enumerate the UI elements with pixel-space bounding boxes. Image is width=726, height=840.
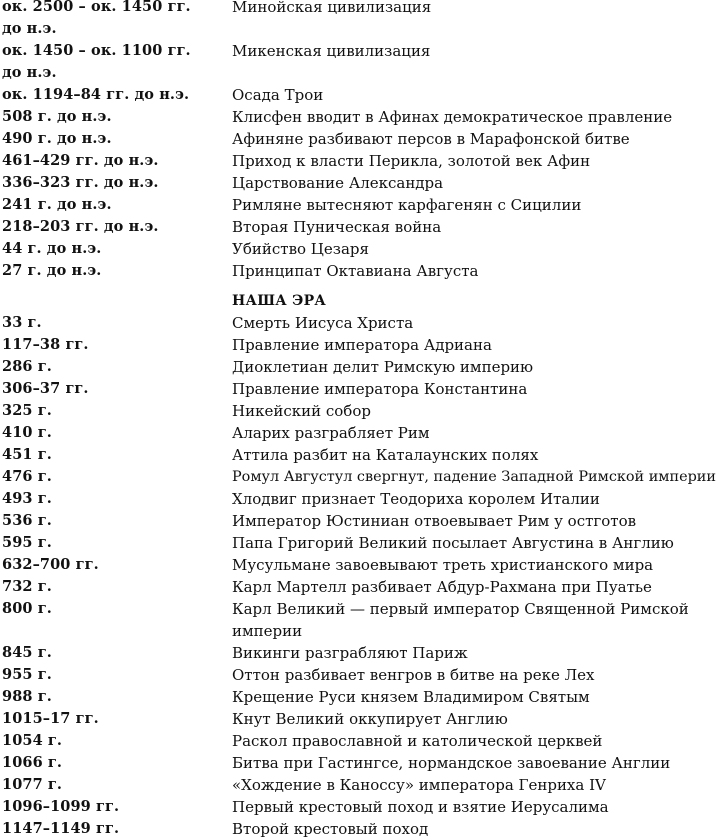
row-date: 410 г. (2, 424, 52, 441)
timeline-row (0, 510, 726, 532)
timeline-row (0, 708, 726, 730)
timeline-row (0, 40, 726, 84)
row-date: 988 г. (2, 688, 52, 705)
row-event: Хлодвиг признает Теодориха королем Италии (232, 490, 600, 508)
timeline-row (0, 554, 726, 576)
timeline-row (0, 774, 726, 796)
row-event: Крещение Руси князем Владимиром Святым (232, 688, 590, 706)
row-event: Афиняне разбивают персов в Марафонской битве (232, 130, 630, 148)
era-header (0, 289, 726, 312)
row-event: Убийство Цезаря (232, 240, 369, 258)
timeline-row (0, 356, 726, 378)
row-date: 1096–1099 гг. (2, 798, 120, 815)
row-date: 1077 г. (2, 776, 63, 793)
row-date: 241 г. до н.э. (2, 196, 112, 213)
timeline-row (0, 172, 726, 194)
row-event: Битва при Гастингсе, нормандское завоевание Англии (232, 754, 671, 772)
row-date: 218–203 гг. до н.э. (2, 218, 159, 235)
row-date: 476 г. (2, 468, 52, 485)
row-event: Римляне вытесняют карфагенян с Сицилии (232, 196, 582, 214)
row-event: Мусульмане завоевывают треть христианского мира (232, 556, 654, 574)
row-date: 845 г. (2, 644, 52, 661)
row-event: Принципат Октавиана Августа (232, 262, 479, 280)
timeline-row (0, 818, 726, 840)
timeline-row (0, 466, 726, 488)
row-date: 632–700 гг. (2, 556, 99, 573)
timeline-row (0, 216, 726, 238)
row-event: Карл Мартелл разбивает Абдур-Рахмана при Пуатье (232, 578, 652, 596)
timeline-row (0, 378, 726, 400)
row-date: 1066 г. (2, 754, 63, 771)
row-event: Смерть Иисуса Христа (232, 314, 414, 332)
row-event: Осада Трои (232, 86, 324, 104)
row-date: 306–37 гг. (2, 380, 89, 397)
row-event: Оттон разбивает венгров в битве на реке Лех (232, 666, 595, 684)
timeline-row (0, 194, 726, 216)
timeline-row (0, 312, 726, 334)
row-event: Карл Великий — первый император Священной Римской империи (232, 600, 689, 640)
timeline-row (0, 106, 726, 128)
row-event: Кнут Великий оккупирует Англию (232, 710, 508, 728)
row-date: 1147–1149 гг. (2, 820, 120, 837)
row-event: Никейский собор (232, 402, 371, 420)
row-event: «Хождение в Каноссу» императора Генриха IV (232, 776, 606, 794)
row-date: ок. 1450 – ок. 1100 гг. до н.э. (2, 42, 191, 81)
row-event: Приход к власти Перикла, золотой век Афин (232, 152, 591, 170)
row-event: Аларих разграбляет Рим (232, 424, 430, 442)
row-event: Второй крестовый поход (232, 820, 429, 838)
timeline-row (0, 0, 726, 40)
timeline-row (0, 642, 726, 664)
timeline-row (0, 84, 726, 106)
row-date: 490 г. до н.э. (2, 130, 112, 147)
row-event: Правление императора Адриана (232, 336, 492, 354)
row-date: 336–323 гг. до н.э. (2, 174, 159, 191)
timeline-row (0, 444, 726, 466)
row-date: 493 г. (2, 490, 52, 507)
row-date: 286 г. (2, 358, 52, 375)
timeline-row (0, 422, 726, 444)
row-date: 595 г. (2, 534, 52, 551)
timeline-row (0, 730, 726, 752)
row-date: 536 г. (2, 512, 52, 529)
timeline-row (0, 532, 726, 554)
timeline-row (0, 238, 726, 260)
timeline-row (0, 686, 726, 708)
row-date: 27 г. до н.э. (2, 262, 102, 279)
timeline-row (0, 150, 726, 172)
row-event: Минойская цивилизация (232, 0, 432, 16)
row-event: Правление императора Константина (232, 380, 528, 398)
row-date: 508 г. до н.э. (2, 108, 112, 125)
row-date: 33 г. (2, 314, 42, 331)
row-date: ок. 2500 – ок. 1450 гг. до н.э. (2, 0, 191, 37)
row-date: ок. 1194–84 гг. до н.э. (2, 86, 190, 103)
row-event: Клисфен вводит в Афинах демократическое правление (232, 108, 673, 126)
era-title: НАША ЭРА (232, 293, 327, 309)
timeline-row (0, 488, 726, 510)
row-event: Царствование Александра (232, 174, 444, 192)
timeline-row (0, 128, 726, 150)
timeline-row (0, 260, 726, 282)
timeline-row (0, 752, 726, 774)
row-event: Микенская цивилизация (232, 42, 431, 60)
row-event: Викинги разграбляют Париж (232, 644, 468, 662)
row-date: 800 г. (2, 600, 52, 617)
row-event: Аттила разбит на Каталаунских полях (232, 446, 539, 464)
timeline-row (0, 400, 726, 422)
row-date: 955 г. (2, 666, 52, 683)
timeline-row (0, 576, 726, 598)
timeline-row (0, 334, 726, 356)
row-date: 1054 г. (2, 732, 63, 749)
row-date: 325 г. (2, 402, 52, 419)
row-event: Папа Григорий Великий посылает Августина в Англию (232, 534, 674, 552)
row-event: Первый крестовый поход и взятие Иерусалима (232, 798, 609, 816)
row-event: Император Юстиниан отвоевывает Рим у остготов (232, 512, 637, 530)
row-event: Вторая Пуническая война (232, 218, 442, 236)
row-event: Ромул Августул свергнут, падение Западной Римской империи (232, 469, 716, 485)
row-date: 732 г. (2, 578, 52, 595)
row-date: 44 г. до н.э. (2, 240, 102, 257)
row-date: 1015–17 гг. (2, 710, 99, 727)
row-date: 461–429 гг. до н.э. (2, 152, 159, 169)
timeline-row (0, 598, 726, 642)
row-date: 451 г. (2, 446, 52, 463)
row-event: Диоклетиан делит Римскую империю (232, 358, 534, 376)
row-event: Раскол православной и католической церквей (232, 732, 603, 750)
timeline-row (0, 796, 726, 818)
row-date: 117–38 гг. (2, 336, 89, 353)
timeline-row (0, 664, 726, 686)
